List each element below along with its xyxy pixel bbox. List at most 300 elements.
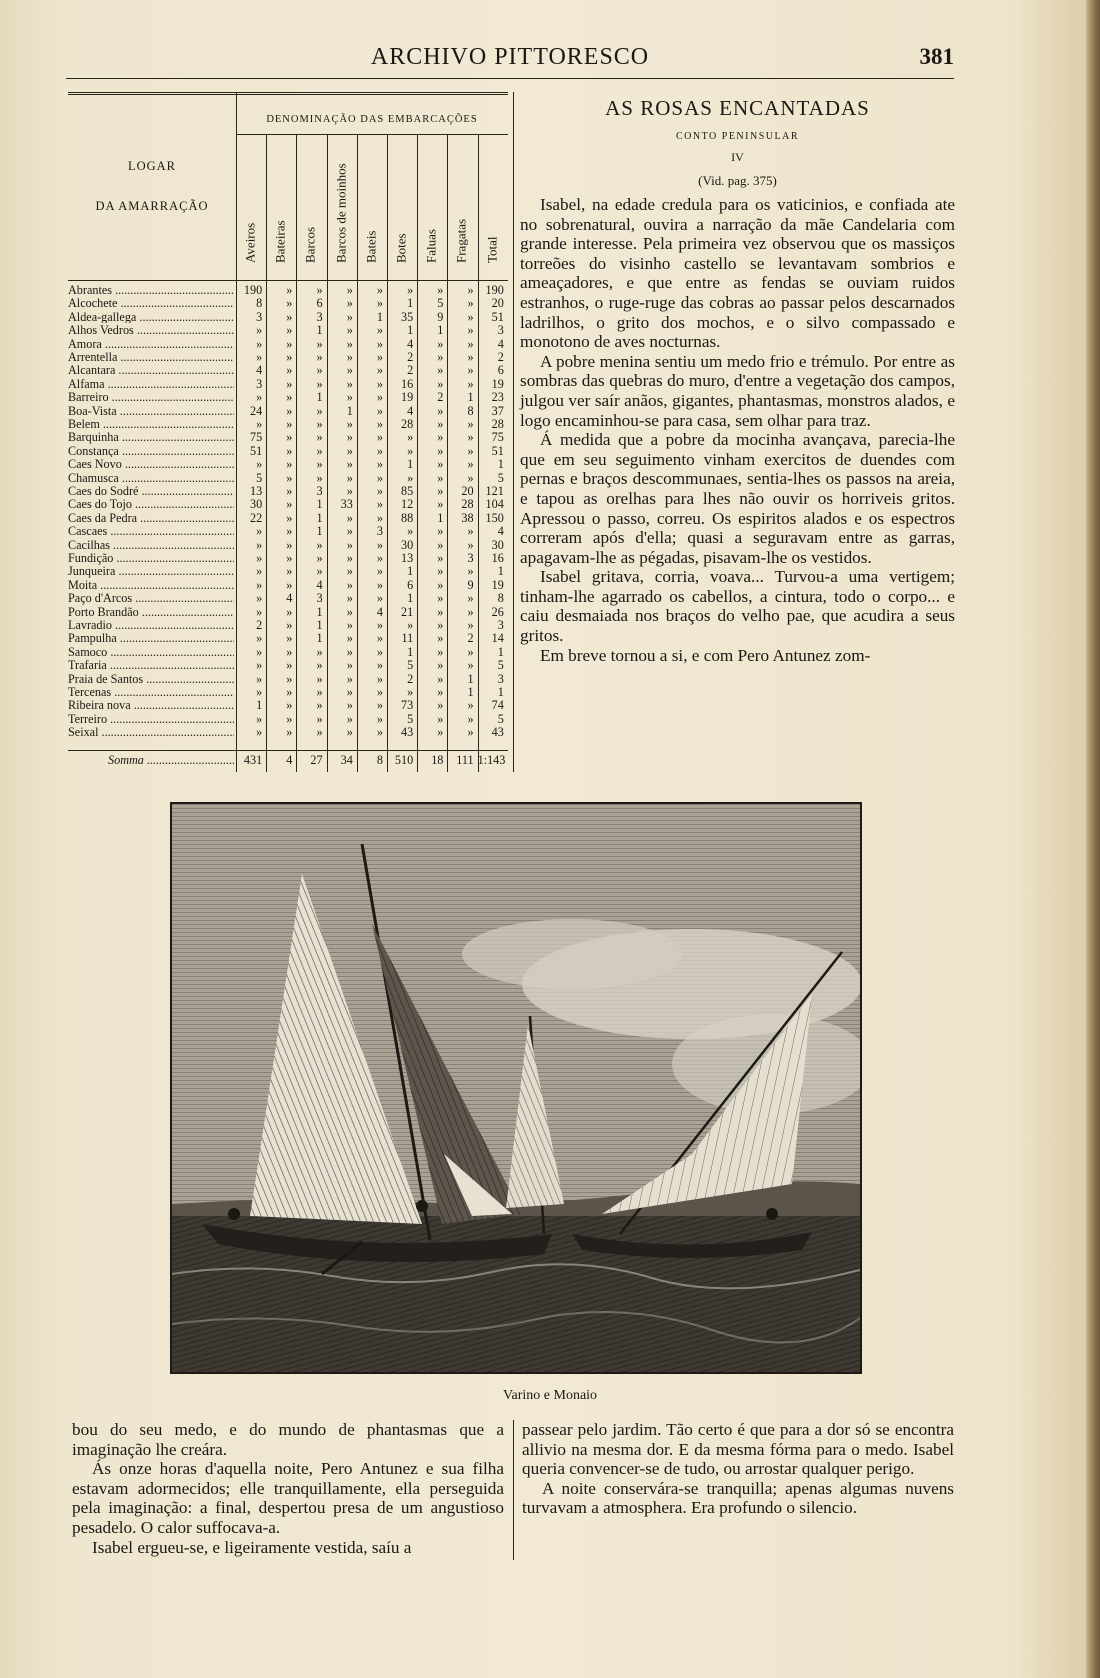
table-cell: 3 — [497, 671, 504, 686]
page-reference: (Vid. pag. 375) — [698, 173, 777, 188]
table-cell: » — [286, 537, 293, 552]
table-cell: 5 — [407, 711, 414, 726]
table-cell: 1 — [407, 564, 414, 579]
table-cell: 2 — [407, 671, 414, 686]
table-cell: » — [376, 470, 383, 485]
table-cell: 75 — [491, 430, 504, 445]
table-cell: » — [376, 631, 383, 646]
table-cell: » — [286, 604, 293, 619]
table-cell: » — [316, 417, 323, 431]
column-rule — [513, 92, 514, 772]
table-cell: » — [376, 376, 383, 391]
table-cell: » — [316, 430, 323, 445]
table-cell: » — [346, 296, 353, 311]
table-cell: 88 — [401, 510, 414, 525]
table-cell: » — [346, 430, 353, 445]
table-cell: » — [467, 323, 474, 338]
table-cell: » — [256, 685, 263, 699]
table-cell: » — [376, 443, 383, 458]
table-cell: » — [437, 537, 444, 552]
table-cell: » — [316, 470, 323, 485]
table-cell: 3 — [376, 524, 383, 539]
table-cell: » — [286, 484, 293, 498]
table-cell: 73 — [401, 698, 414, 713]
table-cell: » — [376, 296, 383, 311]
table-cell: » — [376, 323, 383, 338]
table-cell: » — [407, 443, 414, 458]
table-column-header — [387, 138, 417, 278]
table-cell: 51 — [491, 309, 504, 324]
body-paragraph: Isabel ergueu-se, e ligeiramente vestida, saíu a — [92, 1537, 412, 1557]
place-name: Caes do Sodré ..... — [68, 485, 234, 498]
table-row — [68, 498, 508, 511]
table-cell: 51 — [250, 443, 263, 458]
table-header-place-line1: LOGAR — [127, 159, 177, 173]
place-name: Constança ..... — [68, 445, 234, 458]
table-cell: » — [256, 644, 263, 659]
table-cell: » — [316, 363, 323, 378]
table-cell: » — [256, 551, 263, 565]
table-cell: 9 — [437, 309, 444, 324]
page-number: 381 — [919, 44, 954, 69]
place-name: Amora ..... — [68, 338, 234, 351]
table-row — [68, 324, 508, 337]
table-cell: » — [346, 631, 353, 646]
table-cell: 3 — [467, 551, 474, 565]
table-column-header — [296, 138, 326, 278]
table-cell: 1 — [497, 685, 504, 699]
place-name: Praia de Santos ..... — [68, 673, 234, 686]
table-cell: » — [346, 537, 353, 552]
table-cell: 16 — [401, 376, 414, 391]
table-cell: » — [346, 671, 353, 686]
table-cell: 190 — [243, 283, 263, 297]
table-cell: » — [256, 671, 263, 686]
table-row — [68, 378, 508, 391]
place-name: Alfama ..... — [68, 378, 234, 391]
table-cell: » — [376, 591, 383, 606]
table-cell: » — [346, 591, 353, 606]
table-cell: » — [437, 484, 444, 498]
table-cell: 12 — [401, 497, 414, 512]
table-cell: » — [286, 577, 293, 592]
table-cell: 51 — [491, 443, 504, 458]
table-cell: » — [376, 618, 383, 632]
table-cell: » — [346, 711, 353, 726]
table-cell: » — [346, 618, 353, 632]
body-paragraph: A noite conservára-se tranquilla; apenas algumas nuvens turvavam a atmosphera. Era profundo o silencio. — [522, 1478, 954, 1518]
table-cell: 1 — [497, 564, 504, 579]
place-name: Tercenas ..... — [68, 686, 234, 699]
table-sum-rule — [68, 750, 508, 751]
table-cell: 35 — [401, 309, 414, 324]
table-cell: 5 — [437, 296, 444, 311]
table-cell: » — [256, 564, 263, 579]
table-row — [68, 673, 508, 686]
table-cell: 30 — [401, 537, 414, 552]
table-cell: » — [256, 457, 263, 472]
table-cell: » — [346, 644, 353, 659]
table-cell: 1 — [316, 604, 323, 619]
article — [520, 96, 955, 665]
table-cell: 1 — [407, 591, 414, 606]
place-name: Alhos Vedros ..... — [68, 324, 234, 337]
table-cell: » — [346, 457, 353, 472]
running-head — [66, 44, 954, 79]
table-cell: » — [286, 685, 293, 699]
table-cell: 2 — [497, 350, 504, 364]
table-row — [68, 592, 508, 605]
article-title: AS ROSAS ENCANTADAS — [605, 96, 870, 120]
table-cell: » — [467, 537, 474, 552]
table-cell: » — [346, 658, 353, 673]
table-cell: 5 — [407, 658, 414, 673]
table-cell: » — [346, 443, 353, 458]
table-row — [68, 391, 508, 404]
table-cell: 4 — [407, 403, 414, 418]
table-cell: » — [286, 658, 293, 673]
table-row — [68, 472, 508, 485]
table-cell: » — [316, 537, 323, 552]
table-cell: » — [316, 551, 323, 565]
place-name: Barquinha ..... — [68, 431, 234, 444]
sum-cell: 431 — [243, 753, 263, 767]
bottom-column-rule — [513, 1420, 514, 1560]
table-cell: » — [346, 551, 353, 565]
table-cell: » — [286, 524, 293, 539]
table-cell: » — [467, 604, 474, 619]
table-cell: 6 — [407, 577, 414, 592]
table-cell: » — [437, 283, 444, 297]
table-cell: » — [467, 470, 474, 485]
table-cell: » — [286, 631, 293, 646]
table-cell: » — [316, 443, 323, 458]
table-cell: 30 — [250, 497, 263, 512]
table-cell: » — [467, 725, 474, 740]
table-cell: » — [437, 591, 444, 606]
table-cell: 1 — [497, 644, 504, 659]
table-cell: » — [346, 283, 353, 297]
table-cell: 28 — [491, 417, 504, 431]
table-cell: 28 — [461, 497, 474, 512]
table-cell: » — [376, 658, 383, 673]
table-cell: 3 — [497, 323, 504, 338]
table-cell: » — [256, 711, 263, 726]
chapter-number: IV — [731, 150, 744, 164]
table-cell: 4 — [497, 336, 504, 351]
table-header-vessel-types: DENOMINAÇÃO DAS EMBARCAÇÕES — [266, 114, 478, 125]
table-cell: 150 — [485, 510, 504, 525]
table-cell: 6 — [497, 363, 504, 378]
table-cell: » — [437, 470, 444, 485]
table-cell: » — [437, 644, 444, 659]
table-column-rule — [296, 134, 297, 772]
table-cell: » — [376, 671, 383, 686]
table-cell: » — [467, 644, 474, 659]
article-paragraph: A pobre menina sentiu um medo frio e trémulo. Por entre as sombras das quebras do muro, d'entre a vegetação dos campos, julgou ver saír anãos, gigantes, phantasmas, monstros alados, e logo encaminhou-se para casa, sem olhar para traz. — [520, 351, 955, 430]
table-header-rule — [68, 280, 508, 281]
table-cell: 30 — [491, 537, 504, 552]
table-cell: 1 — [407, 644, 414, 659]
table-cell: 5 — [256, 470, 263, 485]
table-cell: » — [467, 309, 474, 324]
table-cell: » — [437, 711, 444, 726]
table-cell: » — [346, 376, 353, 391]
table-cell: » — [467, 524, 474, 539]
table-cell: 4 — [407, 336, 414, 351]
table-cell: 8 — [256, 296, 263, 311]
place-name: Junqueira ..... — [68, 565, 234, 578]
engraving-illustration — [172, 804, 860, 1372]
table-cell: » — [256, 537, 263, 552]
table-cell: 2 — [467, 631, 474, 646]
table-cell: » — [376, 644, 383, 659]
table-row — [68, 311, 508, 324]
table-cell: » — [467, 457, 474, 472]
table-cell: 1 — [467, 685, 474, 699]
table-cell: » — [407, 618, 414, 632]
table-cell: 8 — [467, 403, 474, 418]
table-cell: 3 — [316, 484, 323, 498]
table-cell: » — [437, 363, 444, 378]
sum-cell: 27 — [310, 753, 323, 767]
article-paragraph: Isabel gritava, corria, voava... Turvou-a uma vertigem; tinham-lhe agarrado os cabellos, a cintura, todo o corpo... e caiu desmaiada nos braços do velho pae, que acudira a seus gritos. — [520, 567, 955, 646]
table-cell: » — [256, 577, 263, 592]
table-cell: 28 — [401, 417, 414, 431]
table-cell: » — [286, 430, 293, 445]
column-header-label: Botes — [393, 233, 409, 264]
table-cell: » — [346, 350, 353, 364]
table-cell: » — [467, 443, 474, 458]
table-row — [68, 565, 508, 578]
table-cell: 38 — [461, 510, 474, 525]
table-cell: 1 — [437, 510, 444, 525]
table-cell: 1 — [407, 296, 414, 311]
table-cell: » — [316, 350, 323, 364]
table-cell: 13 — [250, 484, 263, 498]
table-column-header — [417, 138, 447, 278]
table-cell: » — [467, 283, 474, 297]
table-cell: » — [467, 711, 474, 726]
column-header-label: Barcos de moinhos — [333, 163, 349, 264]
table-cell: » — [407, 430, 414, 445]
table-row — [68, 726, 508, 739]
table-cell: 75 — [250, 430, 263, 445]
table-cell: 1 — [316, 323, 323, 338]
column-header-label: Faluas — [423, 229, 439, 264]
table-cell: » — [316, 725, 323, 740]
table-cell: 26 — [491, 604, 504, 619]
table-cell: 1 — [316, 631, 323, 646]
table-row — [68, 579, 508, 592]
table-cell: » — [286, 470, 293, 485]
table-cell: » — [286, 323, 293, 338]
table-cell: » — [316, 457, 323, 472]
table-cell: » — [376, 363, 383, 378]
table-cell: » — [376, 577, 383, 592]
table-cell: 3 — [316, 591, 323, 606]
table-cell: » — [437, 631, 444, 646]
article-subtitle: CONTO PENINSULAR — [676, 131, 799, 142]
table-row — [68, 431, 508, 444]
table-cell: » — [467, 564, 474, 579]
table-row — [68, 297, 508, 310]
table-row — [68, 364, 508, 377]
table-cell: » — [346, 323, 353, 338]
table-cell: » — [286, 644, 293, 659]
table-cell: 4 — [316, 577, 323, 592]
table-cell: » — [286, 618, 293, 632]
place-name: Barreiro ..... — [68, 391, 234, 404]
table-cell: » — [407, 470, 414, 485]
table-cell: 3 — [256, 309, 263, 324]
place-name: Cacilhas ..... — [68, 539, 234, 552]
place-name: Caes Novo ..... — [68, 458, 234, 471]
sum-cell: 111 — [456, 753, 474, 767]
table-cell: 190 — [485, 283, 504, 297]
table-cell: 2 — [407, 350, 414, 364]
sum-cell: 8 — [376, 753, 383, 767]
place-name: Samoco ..... — [68, 646, 234, 659]
article-paragraph: Á medida que a pobre da mocinha avançava, parecia-lhe que em seu seguimento vinham exercitos de duendes com pernas e braços descommunaes, sentia-lhes os passos na areia, e tapou as orelhas para lhes não ouvir os horriveis gritos. Apressou o passo, correu. Os espiritos alados e os espectros correram após d'ella; quasi a seguravam entre as garras, apagavam-lhe as pégadas, pisavam-lhe os vestidos. — [520, 430, 955, 567]
sum-cell: 34 — [340, 753, 353, 767]
table-cell: » — [346, 417, 353, 431]
place-name: Abrantes ..... — [68, 284, 234, 297]
table-cell: » — [437, 417, 444, 431]
table-cell: » — [437, 457, 444, 472]
column-header-label: Bateiras — [272, 220, 288, 264]
journal-title: ARCHIVO PITTORESCO — [370, 44, 650, 70]
table-cell: 3 — [316, 309, 323, 324]
table-column-rule — [327, 134, 328, 772]
place-name: Alcochete ..... — [68, 297, 234, 310]
table-cell: » — [467, 430, 474, 445]
table-cell: » — [376, 484, 383, 498]
table-cell: 1 — [316, 524, 323, 539]
continued-paragraph: bou do seu medo, e do mundo de phantasmas que a imaginação lhe creára. — [72, 1420, 504, 1459]
table-row — [68, 485, 508, 498]
table-cell: 22 — [250, 510, 263, 525]
table-cell: » — [376, 711, 383, 726]
table-cell: » — [346, 698, 353, 713]
place-name: Caes da Pedra ..... — [68, 512, 234, 525]
table-cell: » — [407, 283, 414, 297]
table-cell: » — [286, 350, 293, 364]
table-cell: » — [376, 725, 383, 740]
bottom-column-left — [72, 1420, 504, 1557]
table-row — [68, 539, 508, 552]
table-cell: » — [437, 497, 444, 512]
table-cell: » — [286, 363, 293, 378]
table-cell: » — [467, 618, 474, 632]
table-cell: » — [467, 350, 474, 364]
table-row — [68, 646, 508, 659]
table-cell: 1 — [437, 323, 444, 338]
table-column-header — [266, 138, 296, 278]
table-cell: 19 — [491, 577, 504, 592]
table-cell: 85 — [401, 484, 414, 498]
table-column-rule — [478, 134, 479, 772]
table-cell: » — [256, 631, 263, 646]
table-column-header — [357, 138, 387, 278]
table-cell: » — [286, 417, 293, 431]
table-row — [68, 284, 508, 297]
article-paragraph: Isabel, na edade credula para os vaticinios, e confiada ate no sobrenatural, ouvira a narração da mãe Candelaria com grande interesse. Pela primeira vez observou que os massiços torreões do visinho castello se levantavam sombrios e ameaçadores, e que entre as fendas se ouviam ruidos estranhos, o ruge-ruge das cobras ao passar pelos descarnados ladrilhos, o grito dos mochos, e o silvo compassado e monotono de aves nocturnas. — [520, 195, 955, 352]
table-sum-row — [68, 754, 508, 767]
table-cell: 1 — [256, 698, 263, 713]
table-row — [68, 418, 508, 431]
table-cell: 1 — [346, 403, 353, 418]
table-cell: » — [316, 376, 323, 391]
table-cell: » — [286, 698, 293, 713]
table-cell: » — [437, 698, 444, 713]
table-cell: » — [346, 564, 353, 579]
table-cell: 8 — [497, 591, 504, 606]
table-row — [68, 458, 508, 471]
table-cell: » — [467, 417, 474, 431]
table-cell: » — [346, 685, 353, 699]
place-name: Porto Brandão ..... — [68, 606, 234, 619]
table-cell: » — [316, 564, 323, 579]
table-cell: » — [467, 336, 474, 351]
table-cell: 4 — [256, 363, 263, 378]
table-cell: » — [437, 577, 444, 592]
table-column-header — [236, 138, 266, 278]
table-cell: » — [437, 336, 444, 351]
table-cell: » — [437, 671, 444, 686]
table-cell: » — [346, 390, 353, 405]
table-cell: 5 — [497, 711, 504, 726]
table-cell: » — [437, 618, 444, 632]
table-cell: 5 — [497, 470, 504, 485]
table-cell: » — [437, 524, 444, 539]
table-row — [68, 405, 508, 418]
place-name: Chamusca ..... — [68, 472, 234, 485]
table-cell: » — [376, 403, 383, 418]
table-cell: » — [467, 591, 474, 606]
table-cell: » — [376, 564, 383, 579]
table-cell: 20 — [491, 296, 504, 311]
table-cell: 4 — [497, 524, 504, 539]
table-cell: » — [286, 711, 293, 726]
table-place-divider — [236, 92, 237, 772]
place-name: Paço d'Arcos ..... — [68, 592, 234, 605]
table-cell: » — [286, 283, 293, 297]
table-cell: » — [286, 403, 293, 418]
table-row — [68, 632, 508, 645]
table-cell: » — [346, 470, 353, 485]
table-column-header — [478, 138, 508, 278]
table-cell: » — [346, 484, 353, 498]
table-cell: 21 — [401, 604, 414, 619]
table-cell: » — [286, 510, 293, 525]
table-cell: » — [286, 497, 293, 512]
table-cell: » — [376, 537, 383, 552]
table-cell: 1 — [407, 457, 414, 472]
place-name: Arrentella ..... — [68, 351, 234, 364]
table-cell: 20 — [461, 484, 474, 498]
table-row — [68, 351, 508, 364]
column-header-label: Bateis — [363, 230, 379, 264]
table-cell: » — [286, 296, 293, 311]
table-cell: » — [256, 591, 263, 606]
table-cell: 19 — [401, 390, 414, 405]
column-header-label: Fragatas — [454, 219, 470, 264]
table-cell: 1 — [497, 457, 504, 472]
table-cell: » — [376, 336, 383, 351]
engraving-sailing-boats — [170, 802, 862, 1374]
table-cell: » — [346, 604, 353, 619]
